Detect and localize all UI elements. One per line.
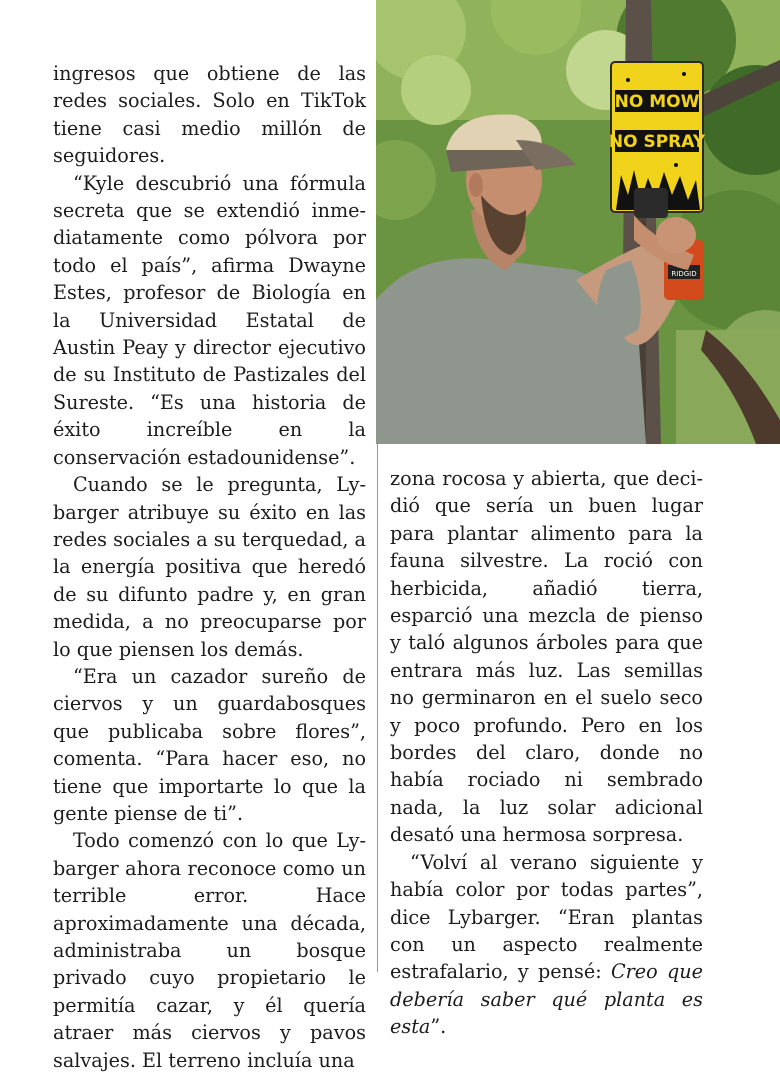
paragraph: “Era un cazador sureño de ciervos y un guardabosques que publicaba sobre flores”, comenta. “Para hacer eso, no tiene que importarte lo que la gente piense de ti”. [53, 664, 366, 825]
paragraph: zona rocosa y abierta, que decidió que sería un buen lugar para plantar alimento para la fauna silvestre. La roció con herbicida, añadió tierra, esparció una mezcla de pienso y taló algunos árboles para que entrara más luz. Las semillas no germinaron en el suelo seco y poco profundo. Pero en los bordes del claro, donde no había rociado ni sembrado nada, la luz solar adicional desató una hermosa sorpresa. [390, 467, 703, 847]
quote-end: ”. [430, 1015, 447, 1039]
paragraph: ingresos que obtiene de las redes sociales. Solo en TikTok tiene casi medio millón de seguidores. [53, 62, 366, 168]
drill-brand: RIDGID [671, 270, 697, 278]
paragraph [390, 849, 703, 1041]
italic-thought: Creo que debería saber qué planta es esta [390, 960, 703, 1039]
quote-text: “Volví al verano siguiente y había color por todas partes”, dice Lybarger. “Eran plantas con un aspecto realmente estrafalario, y pensé: [390, 850, 703, 984]
left-column [53, 60, 366, 1074]
paragraph: Todo comenzó con lo que Lybarger ahora reconoce como un terrible error. Hace aproximadamente una década, administraba un bosque privado cuyo propietario le permitía cazar, y él quería atraer más ciervos y pavos salvajes. El terreno incluía una [53, 829, 366, 1072]
sign-line-1: NO MOW [614, 92, 700, 112]
article-photo [376, 0, 780, 444]
paragraph: “Kyle descubrió una fórmula secreta que se extendió inmediatamente como pólvora por todo el país”, afirma Dwayne Estes, profesor de Biología en la Universidad Estatal de Austin Peay y director ejecutivo de su Instituto de Pastizales del Sureste. “Es una historia de éxito increíble en la conservación estadounidense”. [53, 171, 366, 469]
paragraph: Cuando se le pregunta, Lybarger atribuye su éxito en las redes sociales a su terquedad, a la energía positiva que heredó de su difunto padre y, en gran medida, a no preocuparse por lo que piensen los demás. [53, 473, 366, 661]
sign-line-2: NO SPRAY [608, 132, 706, 152]
right-column [390, 465, 703, 1041]
column-divider [377, 444, 378, 972]
